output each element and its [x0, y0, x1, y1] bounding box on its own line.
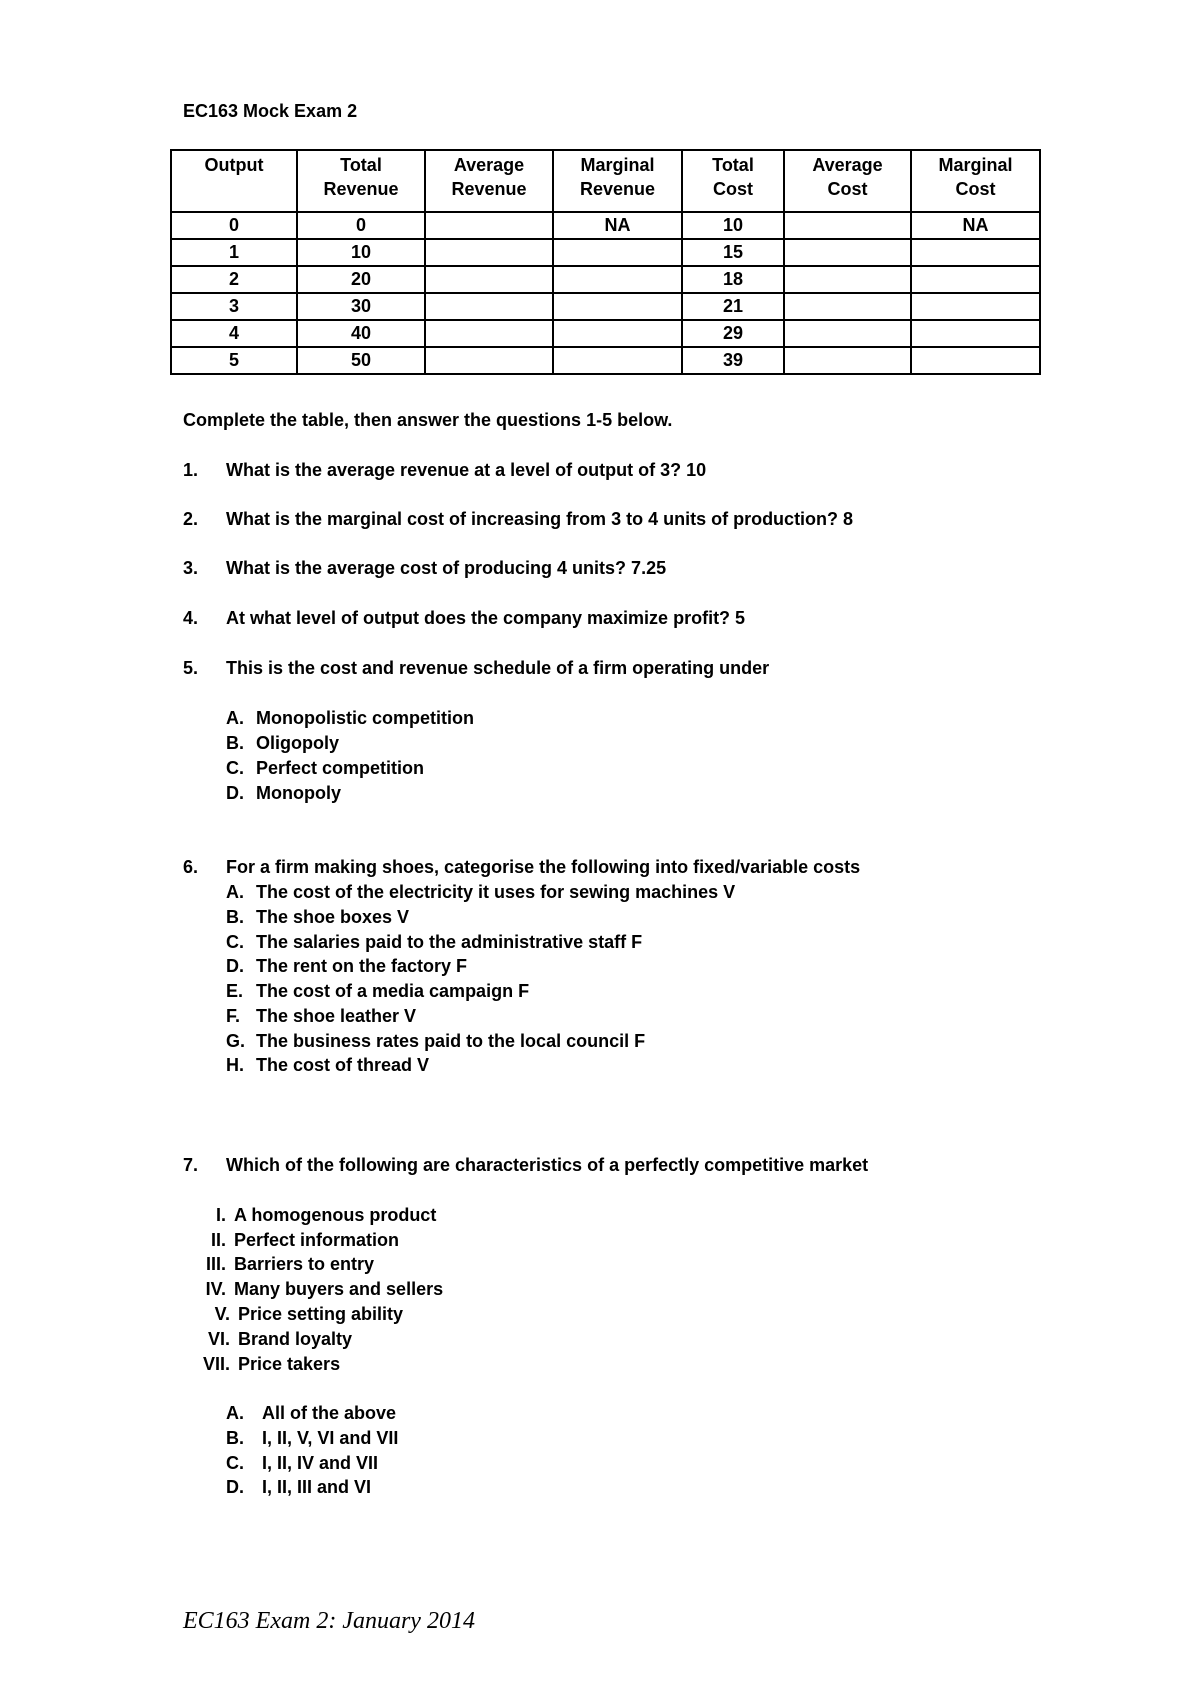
page-footer: EC163 Exam 2: January 2014	[183, 1608, 475, 1634]
header-average-cost: Average Cost	[784, 150, 911, 212]
question-4	[183, 608, 745, 629]
table-cell: 10	[682, 212, 784, 239]
header-marginal-cost: Marginal Cost	[911, 150, 1040, 212]
question-1	[183, 460, 706, 481]
question-text: What is the average revenue at a level of output of 3? 10	[226, 460, 707, 480]
question-2	[183, 509, 853, 530]
table-cell: 30	[297, 293, 425, 320]
q6-option-e: E. The cost of a media campaign F	[226, 981, 530, 1001]
table-cell: 5	[171, 347, 297, 374]
question-6	[183, 857, 860, 878]
question-number: 7.	[183, 1155, 199, 1175]
table-cell	[784, 239, 911, 266]
question-7	[183, 1155, 868, 1176]
q7-item-vii: VII. Price takers	[202, 1354, 341, 1374]
table-row	[171, 239, 1040, 266]
table-header-row	[171, 150, 1040, 212]
table-cell	[911, 239, 1040, 266]
question-number: 1.	[183, 460, 199, 480]
q5-option-c: C. Perfect competition	[226, 758, 425, 778]
header-total-revenue: Total Revenue	[297, 150, 425, 212]
table-cell: 4	[171, 320, 297, 347]
header-output: Output	[171, 150, 297, 212]
question-text: Which of the following are characteristics of a perfectly competitive market	[226, 1155, 869, 1175]
table-cell: NA	[911, 212, 1040, 239]
q5-option-d: D. Monopoly	[226, 783, 341, 803]
table-cell	[784, 266, 911, 293]
table-cell	[553, 293, 682, 320]
table-cell	[425, 212, 553, 239]
q6-option-h: H. The cost of thread V	[226, 1055, 430, 1075]
q6-option-c: C. The salaries paid to the administrative staff F	[226, 932, 643, 952]
table-cell: 0	[171, 212, 297, 239]
q7-option-d: D. I, II, III and VI	[226, 1477, 372, 1497]
q7-item-v: V. Price setting ability	[214, 1304, 404, 1324]
table-cell	[911, 293, 1040, 320]
table-row	[171, 212, 1040, 239]
document-title: EC163 Mock Exam 2	[183, 101, 358, 121]
table-cell	[911, 320, 1040, 347]
header-average-revenue: Average Revenue	[425, 150, 553, 212]
question-text: This is the cost and revenue schedule of a firm operating under	[226, 658, 770, 678]
table-row	[171, 266, 1040, 293]
q6-option-a: A. The cost of the electricity it uses for sewing machines V	[226, 882, 736, 902]
header-total-cost: Total Cost	[682, 150, 784, 212]
q7-option-a: A. All of the above	[226, 1403, 397, 1423]
table-row	[171, 293, 1040, 320]
cost-revenue-table	[170, 149, 1041, 375]
question-number: 6.	[183, 857, 199, 877]
table-cell: 0	[297, 212, 425, 239]
q6-option-g: G. The business rates paid to the local council F	[226, 1031, 646, 1051]
q7-option-c: C. I, II, IV and VII	[226, 1453, 379, 1473]
table-cell	[425, 266, 553, 293]
q6-option-f: F. The shoe leather V	[226, 1006, 417, 1026]
table-row	[171, 347, 1040, 374]
q7-item-iv: IV. Many buyers and sellers	[205, 1279, 444, 1299]
question-number: 2.	[183, 509, 199, 529]
table-cell	[425, 347, 553, 374]
table-cell	[784, 347, 911, 374]
table-cell: 18	[682, 266, 784, 293]
header-marginal-revenue: Marginal Revenue	[553, 150, 682, 212]
question-text: What is the marginal cost of increasing from 3 to 4 units of production? 8	[226, 509, 854, 529]
instruction-text: Complete the table, then answer the questions 1-5 below.	[183, 410, 673, 430]
table-cell: 2	[171, 266, 297, 293]
question-number: 5.	[183, 658, 199, 678]
table-cell: 3	[171, 293, 297, 320]
table-cell	[425, 293, 553, 320]
table-cell	[553, 347, 682, 374]
table-cell	[784, 212, 911, 239]
question-number: 4.	[183, 608, 199, 628]
table-cell: 21	[682, 293, 784, 320]
q7-item-iii: III. Barriers to entry	[205, 1254, 375, 1274]
table-cell	[425, 320, 553, 347]
q7-item-vi: VI. Brand loyalty	[207, 1329, 353, 1349]
table-cell: 29	[682, 320, 784, 347]
q7-option-b: B. I, II, V, VI and VII	[226, 1428, 399, 1448]
table-cell: 20	[297, 266, 425, 293]
q6-option-d: D. The rent on the factory F	[226, 956, 468, 976]
question-number: 3.	[183, 558, 199, 578]
table-cell: 39	[682, 347, 784, 374]
table-cell: 10	[297, 239, 425, 266]
table-cell	[553, 239, 682, 266]
q5-option-a: A. Monopolistic competition	[226, 708, 474, 728]
question-text: For a firm making shoes, categorise the following into fixed/variable costs	[226, 857, 861, 877]
q6-option-b: B. The shoe boxes V	[226, 907, 410, 927]
table-cell	[784, 293, 911, 320]
question-text: At what level of output does the company maximize profit? 5	[226, 608, 746, 628]
table-cell	[911, 266, 1040, 293]
q5-option-b: B. Oligopoly	[226, 733, 339, 753]
table-cell	[911, 347, 1040, 374]
table-cell: 50	[297, 347, 425, 374]
question-5	[183, 658, 769, 679]
table-cell	[784, 320, 911, 347]
table-cell	[553, 320, 682, 347]
question-3	[183, 558, 666, 579]
table-cell: 15	[682, 239, 784, 266]
question-text: What is the average cost of producing 4 units? 7.25	[226, 558, 667, 578]
table-row	[171, 320, 1040, 347]
table-cell: 1	[171, 239, 297, 266]
table-cell	[553, 266, 682, 293]
table-cell: NA	[553, 212, 682, 239]
table-cell	[425, 239, 553, 266]
q7-item-ii: II. Perfect information	[210, 1230, 400, 1250]
q7-item-i: I. A homogenous product	[215, 1205, 437, 1225]
table-cell: 40	[297, 320, 425, 347]
